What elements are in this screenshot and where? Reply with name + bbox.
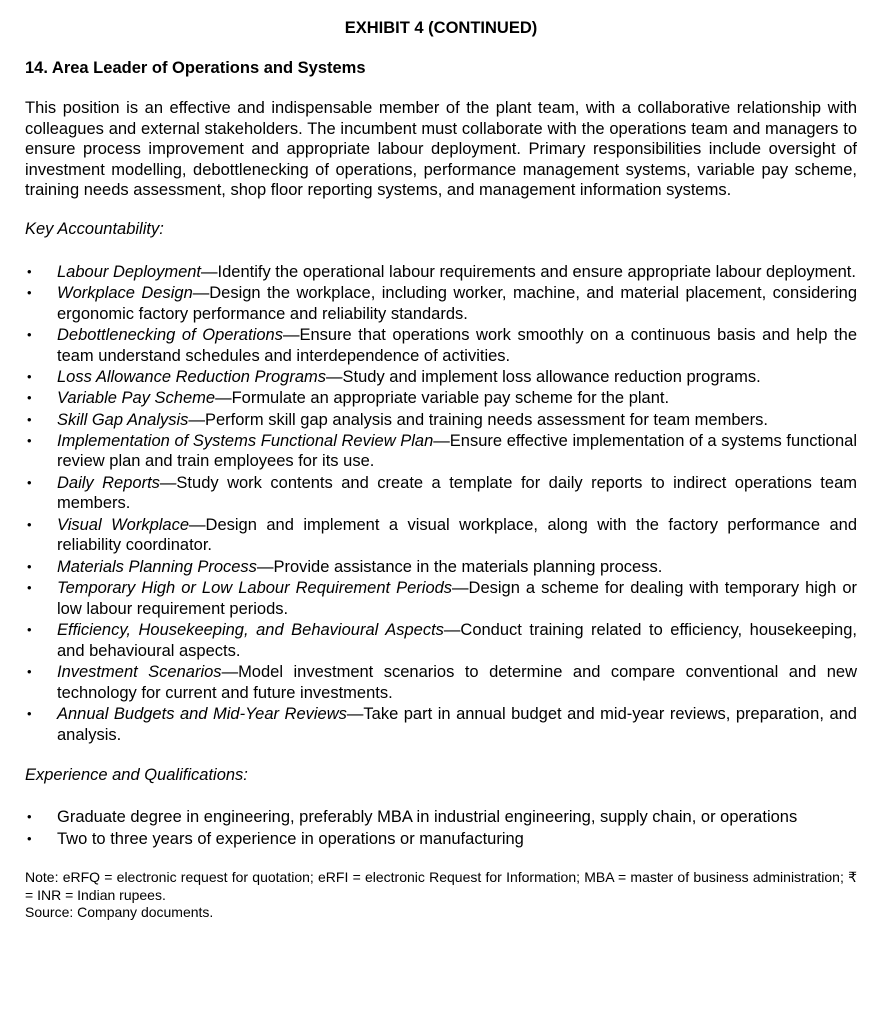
- bullet-icon: •: [27, 411, 32, 427]
- experience-qualifications-heading: Experience and Qualifications:: [25, 766, 248, 785]
- qualification-text: Graduate degree in engineering, preferably MBA in industrial engineering, supply chain, or operations: [57, 808, 798, 827]
- list-item: [25, 410, 857, 431]
- bullet-icon: •: [27, 369, 32, 385]
- item-term: Workplace Design: [57, 284, 193, 303]
- list-item: [25, 325, 857, 367]
- list-item: [25, 807, 857, 828]
- item-term: Variable Pay Scheme: [57, 389, 216, 408]
- item-description: —Design and implement a visual workplace, along with the factory performance and reliability coordinator.: [57, 515, 857, 555]
- bullet-icon: •: [27, 830, 32, 846]
- item-description: —Design a scheme for dealing with temporary high or low labour requirement periods.: [57, 578, 857, 618]
- item-description: —Take part in annual budget and mid-year reviews, preparation, and analysis.: [57, 704, 857, 744]
- list-item: [25, 620, 857, 662]
- list-item: [25, 704, 857, 746]
- bullet-icon: •: [27, 263, 32, 279]
- item-description: —Identify the operational labour requirements and ensure appropriate labour deployment.: [201, 262, 856, 281]
- bullet-icon: •: [27, 285, 32, 301]
- bullet-icon: •: [27, 432, 32, 448]
- bullet-icon: •: [27, 516, 32, 532]
- intro-paragraph: This position is an effective and indispensable member of the plant team, with a collaborative relationship with colleagues and external stakeholders. The incumbent must collaborate with the operations team and managers to ensure process improvement and appropriate labour deployment. Primary responsibilities include oversight of investment modelling, debottlenecking of operations, performance management systems, variable pay scheme, training needs assessment, shop floor reporting systems, and management information systems.: [25, 99, 857, 200]
- item-term: Implementation of Systems Functional Review Plan: [57, 431, 434, 450]
- list-item: [25, 283, 857, 325]
- item-term: Visual Workplace: [57, 515, 190, 534]
- item-term: Investment Scenarios: [57, 662, 222, 681]
- bullet-icon: •: [27, 663, 32, 679]
- item-description: —Provide assistance in the materials planning process.: [256, 557, 663, 576]
- item-description: —Perform skill gap analysis and training needs assessment for team members.: [188, 410, 769, 429]
- item-term: Efficiency, Housekeeping, and Behavioural Aspects: [57, 620, 444, 639]
- bullet-icon: •: [27, 474, 32, 490]
- item-term: Loss Allowance Reduction Programs: [57, 368, 327, 387]
- bullet-icon: •: [27, 327, 32, 343]
- list-item: [25, 578, 857, 620]
- list-item: [25, 388, 857, 409]
- section-title: 14. Area Leader of Operations and Systems: [25, 59, 366, 77]
- item-term: Daily Reports: [57, 473, 160, 492]
- bullet-icon: •: [27, 705, 32, 721]
- bullet-icon: •: [27, 390, 32, 406]
- source-line: Source: Company documents.: [25, 904, 214, 921]
- item-description: —Ensure that operations work smoothly on a continuous basis and help the team understand schedules and interdependence of activities.: [57, 326, 857, 365]
- item-term: Labour Deployment: [57, 262, 202, 281]
- list-item: [25, 829, 857, 850]
- item-term: Debottlenecking of Operations: [57, 326, 283, 345]
- list-item: [25, 367, 857, 388]
- item-description: —Study work contents and create a template for daily reports to indirect operations team members.: [57, 473, 857, 513]
- qualifications-list: [25, 807, 857, 849]
- bullet-icon: •: [27, 579, 32, 595]
- item-term: Materials Planning Process: [57, 557, 257, 576]
- footnote: Note: eRFQ = electronic request for quotation; eRFI = electronic Request for Information; MBA = master of business administration; ₹ = INR = Indian rupees.: [25, 869, 857, 903]
- item-term: Temporary High or Low Labour Requirement Periods: [57, 578, 453, 597]
- accountability-list: [25, 262, 857, 745]
- qualification-text: Two to three years of experience in operations or manufacturing: [57, 829, 524, 848]
- list-item: [25, 662, 857, 704]
- item-description: —Formulate an appropriate variable pay scheme for the plant.: [215, 389, 670, 408]
- bullet-icon: •: [27, 558, 32, 574]
- key-accountability-heading: Key Accountability:: [25, 219, 164, 238]
- item-description: —Conduct training related to efficiency, housekeeping, and behavioural aspects.: [57, 620, 857, 660]
- item-term: Annual Budgets and Mid-Year Reviews: [57, 704, 347, 723]
- list-item: [25, 262, 857, 283]
- item-description: —Ensure effective implementation of a systems functional review plan and train employees for its use.: [57, 431, 857, 471]
- list-item: [25, 473, 857, 515]
- exhibit-title: EXHIBIT 4 (CONTINUED): [344, 19, 538, 37]
- list-item: [25, 431, 857, 473]
- item-description: —Design the workplace, including worker, machine, and material placement, considering ergonomic factory performance and reliability standards.: [57, 284, 857, 323]
- item-description: —Study and implement loss allowance reduction programs.: [326, 368, 761, 387]
- item-description: —Model investment scenarios to determine and compare conventional and new technology for current and future investments.: [57, 662, 857, 702]
- bullet-icon: •: [27, 621, 32, 637]
- item-term: Skill Gap Analysis: [57, 410, 189, 429]
- list-item: [25, 515, 857, 557]
- bullet-icon: •: [27, 809, 32, 825]
- list-item: [25, 557, 857, 578]
